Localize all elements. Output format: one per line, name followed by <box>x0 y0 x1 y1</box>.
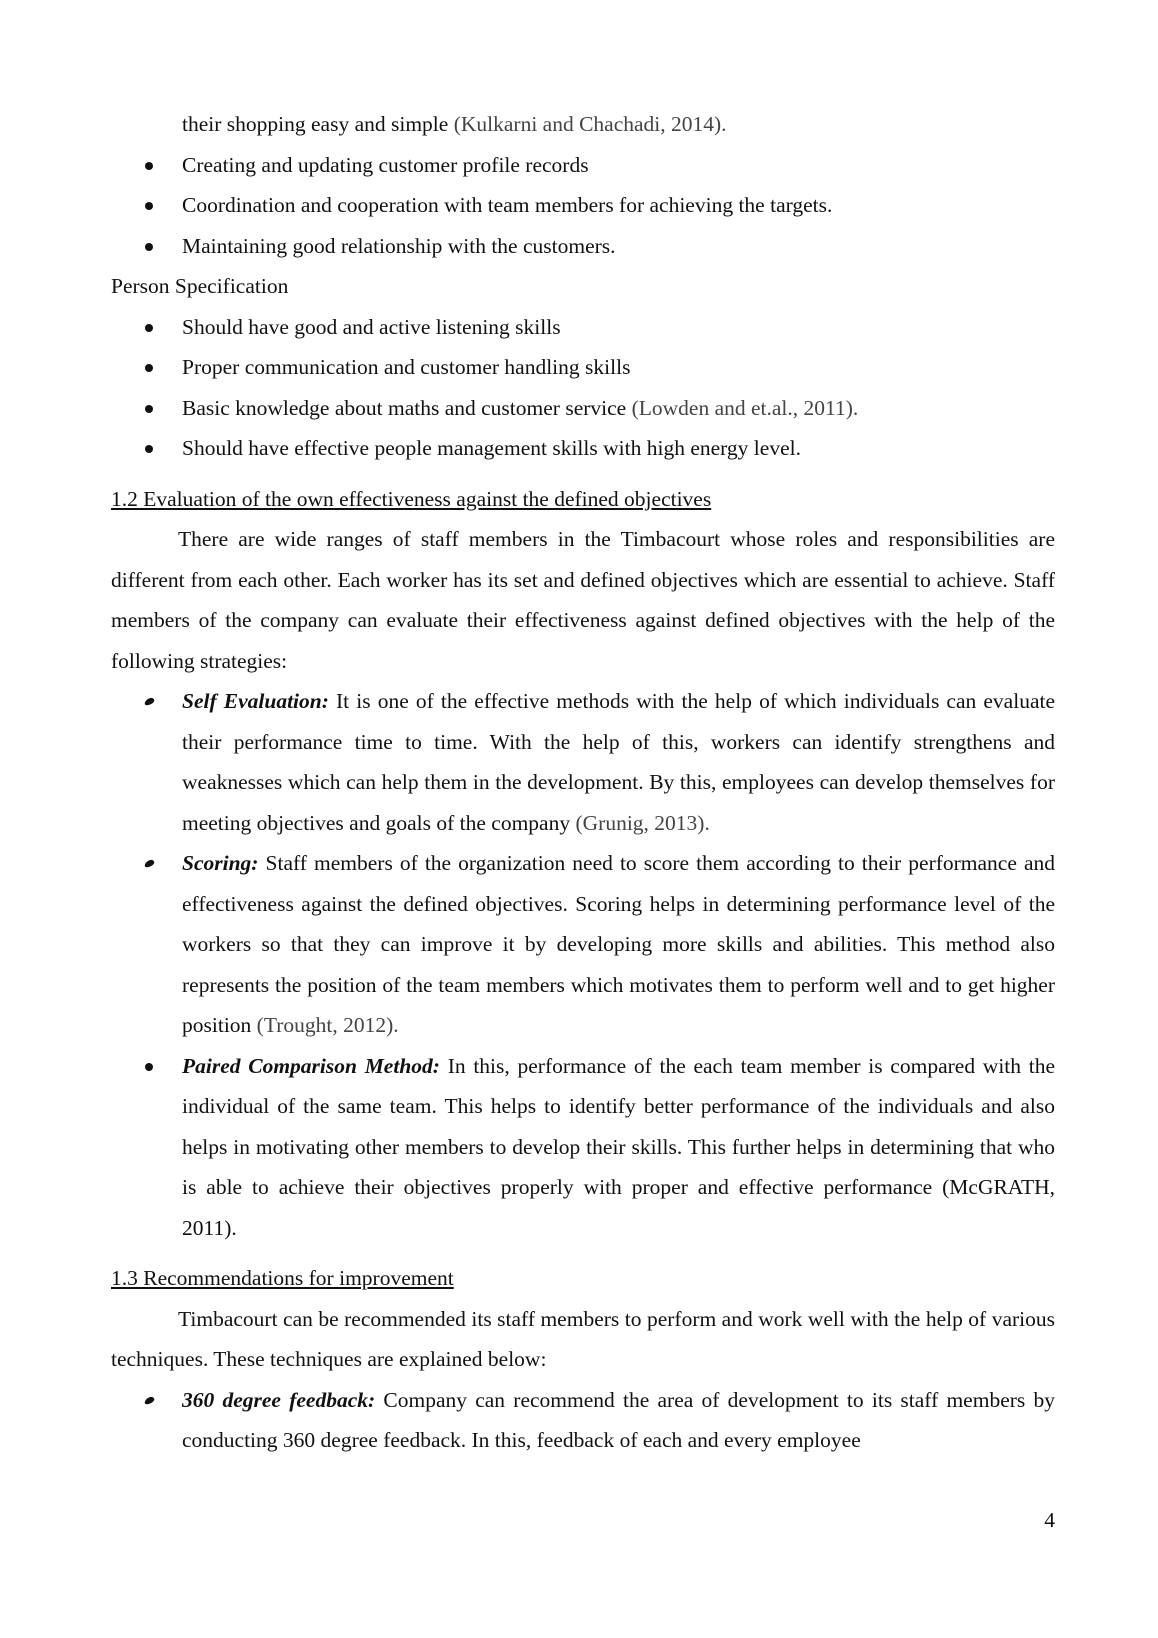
bullet-icon <box>145 843 157 883</box>
bullet-icon <box>145 388 157 428</box>
citation: (Grunig, 2013). <box>575 810 710 835</box>
term-label: Paired Comparison Method: <box>182 1053 440 1078</box>
person-spec-title: Person Specification <box>111 274 289 298</box>
list-item: Should have good and active listening skills <box>111 307 1055 348</box>
bullet-icon <box>145 185 157 225</box>
recommendations-list <box>111 1380 1055 1461</box>
citation: (Kulkarni and Chachadi, 2014). <box>453 112 727 136</box>
page-number: 4 <box>1044 1508 1055 1532</box>
list-item: Scoring: Staff members of the organization need to score them according to their performance and effectiveness against the defined objectives. Scoring helps in determining performance level of the workers so that they can improve it by developing more skills and abilities. This method also represents the position of the team members which motivates them to perform well and to get higher position (Trought, 2012). <box>111 843 1055 1046</box>
bullet-icon <box>145 307 157 347</box>
term-label: Scoring: <box>182 851 259 875</box>
bullet-continuation <box>111 104 1055 145</box>
citation: (Lowden and et.al., 2011). <box>631 395 859 420</box>
section-heading-1-3: 1.3 Recommendations for improvement <box>111 1266 454 1290</box>
bullet-icon <box>145 145 157 185</box>
bullet-icon <box>145 681 157 721</box>
bullet-icon <box>145 347 157 387</box>
bullet-icon <box>145 226 157 266</box>
section-1-3-intro: Timbacourt can be recommended its staff members to perform and work well with the help of various techniques. These techniques are explained below: <box>111 1306 1055 1371</box>
section-heading-1-2: 1.2 Evaluation of the own effectiveness against the defined objectives <box>111 486 712 511</box>
evaluation-strategies-list <box>111 681 1055 1248</box>
list-item: Maintaining good relationship with the customers. <box>111 226 1055 267</box>
bullet-icon <box>145 1380 157 1420</box>
list-item: 360 degree feedback: Company can recommend the area of development to its staff members by conducting 360 degree feedback. In this, feedback of each and every employee <box>111 1380 1055 1461</box>
person-spec-list <box>111 307 1055 469</box>
list-item: Creating and updating customer profile records <box>111 145 1055 186</box>
list-item: Should have effective people management skills with high energy level. <box>111 428 1055 469</box>
list-item: Paired Comparison Method: In this, performance of the each team member is compared with the individual of the same team. This helps to identify better performance of the individuals and also helps in motivating other members to develop their skills. This further helps in determining that who is able to achieve their objectives properly with proper and effective performance (McGRATH, 2011). <box>111 1046 1055 1249</box>
page-content <box>111 104 1055 1461</box>
bullet-icon <box>145 1046 157 1086</box>
duties-list <box>111 145 1055 267</box>
list-item: Self Evaluation: It is one of the effective methods with the help of which individuals can evaluate their performance time to time. With the help of this, workers can identify strengthens and weaknesses which can help them in the development. By this, employees can develop themselves for meeting objectives and goals of the company (Grunig, 2013). <box>111 681 1055 843</box>
section-1-2-intro: There are wide ranges of staff members in the Timbacourt whose roles and responsibilities are different from each other. Each worker has its set and defined objectives which are essential to achieve. Staff members of the company can evaluate their effectiveness against defined objectives with the help of the following strategies: <box>111 527 1055 673</box>
term-label: 360 degree feedback: <box>182 1387 376 1412</box>
bullet-icon <box>145 428 157 468</box>
continuation-text: their shopping easy and simple <box>182 112 449 136</box>
term-label: Self Evaluation: <box>182 689 329 713</box>
list-item: Basic knowledge about maths and customer service (Lowden and et.al., 2011). <box>111 388 1055 429</box>
list-item: Coordination and cooperation with team members for achieving the targets. <box>111 185 1055 226</box>
citation: (Trought, 2012). <box>256 1013 399 1037</box>
list-item: Proper communication and customer handling skills <box>111 347 1055 388</box>
